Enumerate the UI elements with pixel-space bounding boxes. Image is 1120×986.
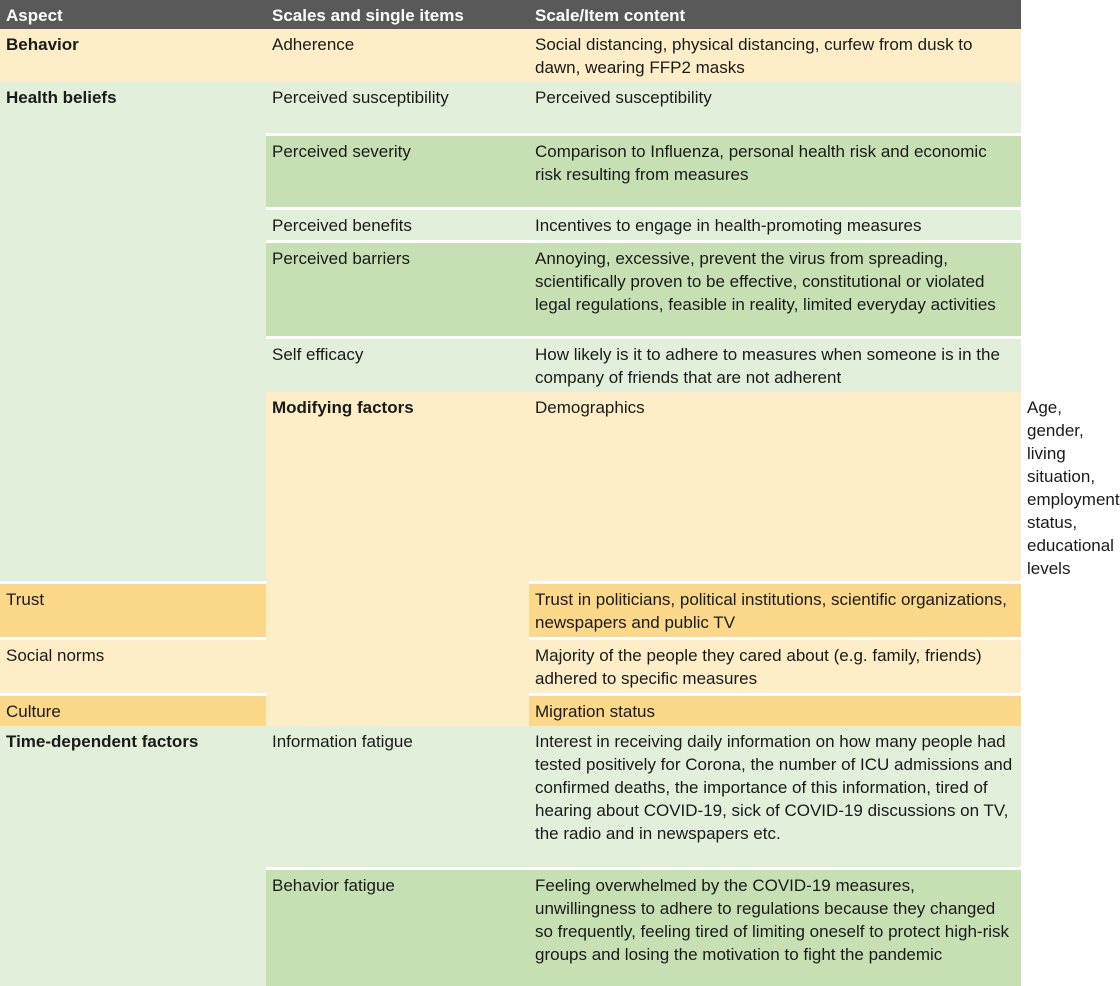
scale-cell: Culture <box>0 695 266 727</box>
table-row <box>0 82 1021 134</box>
table-row <box>0 29 1021 82</box>
content-cell: Feeling overwhelmed by the COVID-19 measures, unwillingness to adhere to regulations because they changed so frequently, feeling tired of limiting oneself to protect high-risk groups and losing the motivation to fight the pandemic <box>529 868 1021 986</box>
table-header-row <box>0 0 1021 29</box>
content-cell: Comparison to Influenza, personal health risk and economic risk resulting from measures <box>529 134 1021 208</box>
scale-cell: Perceived susceptibility <box>266 82 529 134</box>
header-content: Scale/Item content <box>529 0 1021 29</box>
scale-cell: Social norms <box>0 639 266 695</box>
table-row <box>0 726 1021 868</box>
table-row: Modifying factors Demographics Age, gender, living situation, employment status, educational levels <box>0 392 1021 583</box>
scale-cell: Adherence <box>266 29 529 82</box>
content-cell: Trust in politicians, political institutions, scientific organizations, newspapers and public TV <box>529 583 1021 639</box>
aspect-cell: Modifying factors <box>266 392 529 727</box>
aspect-cell: Behavior <box>0 29 266 82</box>
aspect-cell: Time-dependent factors <box>0 726 266 986</box>
content-cell: Incentives to engage in health-promoting measures <box>529 208 1021 241</box>
content-cell: Social distancing, physical distancing, curfew from dusk to dawn, wearing FFP2 masks <box>529 29 1021 82</box>
content-cell: Perceived susceptibility <box>529 82 1021 134</box>
content-cell: Annoying, excessive, prevent the virus from spreading, scientifically proven to be effective, constitutional or violated legal regulations, feasible in reality, limited everyday activities <box>529 241 1021 337</box>
header-aspect: Aspect <box>0 0 266 29</box>
aspect-cell: Health beliefs <box>0 82 266 583</box>
scale-cell: Behavior fatigue <box>266 868 529 986</box>
content-cell: Interest in receiving daily information on how many people had tested positively for Corona, the number of ICU admissions and confirmed deaths, the importance of this information, tired of hearing about COVID-19, sick of COVID-19 discussions on TV, the radio and in newspapers etc. <box>529 726 1021 868</box>
scale-cell: Self efficacy <box>266 337 529 392</box>
header-scales: Scales and single items <box>266 0 529 29</box>
scale-cell: Perceived severity <box>266 134 529 208</box>
scale-cell: Demographics <box>529 392 1021 583</box>
content-cell: How likely is it to adhere to measures when someone is in the company of friends that are not adherent <box>529 337 1021 392</box>
content-cell: Majority of the people they cared about (e.g. family, friends) adhered to specific measures <box>529 639 1021 695</box>
scale-cell: Perceived barriers <box>266 241 529 337</box>
scale-cell: Perceived benefits <box>266 208 529 241</box>
content-cell: Migration status <box>529 695 1021 727</box>
scale-cell: Trust <box>0 583 266 639</box>
scale-cell: Information fatigue <box>266 726 529 868</box>
